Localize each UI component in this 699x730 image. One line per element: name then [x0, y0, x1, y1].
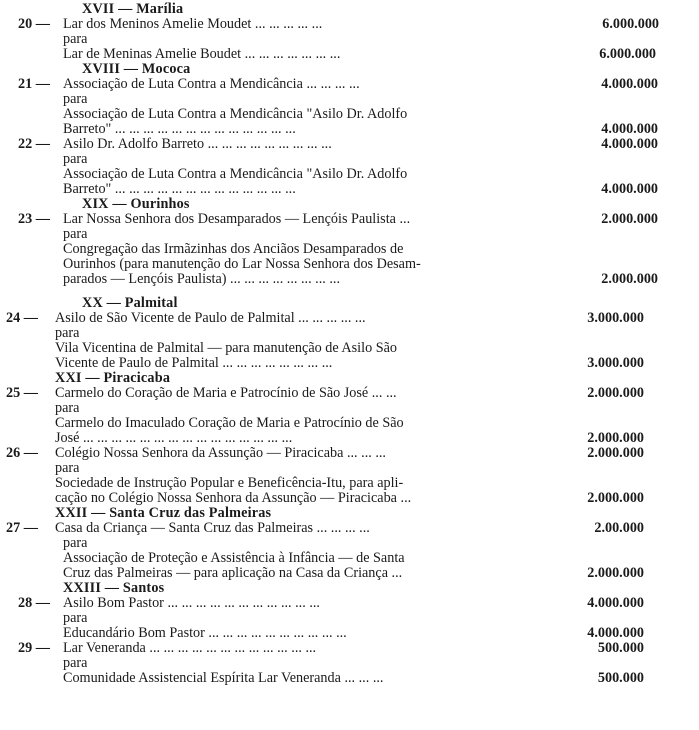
entry-text: Associação de Luta Contra a Mendicância "Asilo Dr. Adolfo: [63, 106, 408, 122]
section-heading-line: [0, 61, 699, 77]
entry-line: [0, 271, 699, 287]
entry-text: Asilo Dr. Adolfo Barreto ... ... ... ... ... ... ... ... ...: [63, 136, 332, 152]
entry-line: [0, 385, 699, 401]
section-heading-line: [0, 1, 699, 17]
entry-amount: 4.000.000: [587, 625, 644, 641]
section-title: XVII — Marília: [82, 1, 184, 17]
entry-line: [0, 595, 699, 611]
entry-amount: 4.000.000: [601, 181, 658, 197]
entry-amount: 4.000.000: [601, 76, 658, 92]
entry-text: Associação de Proteção e Assistência à Infância — de Santa: [63, 550, 405, 566]
entry-line: [0, 355, 699, 371]
entry-text: Barreto" ... ... ... ... ... ... ... ... ... ... ... ... ...: [63, 121, 296, 137]
section-title: XXI — Piracicaba: [55, 370, 171, 386]
entry-text: Comunidade Assistencial Espírita Lar Veneranda ... ... ...: [63, 670, 384, 686]
entry-text: para: [63, 610, 88, 626]
entry-line: [0, 181, 699, 197]
section-heading-line: [0, 580, 699, 596]
entry-number: 26 —: [6, 445, 38, 461]
entry-text: Carmelo do Coração de Maria e Patrocínio de São José ... ...: [55, 385, 397, 401]
section-title: XXIII — Santos: [63, 580, 165, 596]
entry-amount: 4.000.000: [587, 595, 644, 611]
entry-text: Cruz das Palmeiras — para aplicação na Casa da Criança ...: [63, 565, 403, 581]
entry-number: 23 —: [18, 211, 50, 227]
entry-line: [0, 655, 699, 671]
entry-line: [0, 475, 699, 491]
section-heading-line: [0, 196, 699, 212]
entry-line: [0, 121, 699, 137]
entry-text: Casa da Criança — Santa Cruz das Palmeiras ... ... ... ...: [55, 520, 370, 536]
entry-amount: 6.000.000: [602, 16, 659, 32]
entry-text: para: [63, 655, 88, 671]
section-title: XXII — Santa Cruz das Palmeiras: [55, 505, 272, 521]
entry-text: Asilo de São Vicente de Paulo de Palmital ... ... ... ... ...: [55, 310, 366, 326]
section-title: XIX — Ourinhos: [82, 196, 190, 212]
entry-text: Lar dos Meninos Amelie Moudet ... ... ... ... ...: [63, 16, 323, 32]
entry-line: [0, 106, 699, 122]
entry-line: [0, 241, 699, 257]
entry-line: [0, 325, 699, 341]
entry-number: 25 —: [6, 385, 38, 401]
entry-line: [0, 31, 699, 47]
entry-text: para: [55, 460, 80, 476]
section-title: XVIII — Mococa: [82, 61, 191, 77]
entry-amount: 2.00.000: [594, 520, 644, 536]
entry-line: [0, 670, 699, 686]
entry-text: Lar de Meninas Amelie Boudet ... ... ... ... ... ... ...: [63, 46, 341, 62]
entry-line: [0, 445, 699, 461]
entry-line: [0, 340, 699, 356]
entry-number: 27 —: [6, 520, 38, 536]
entry-text: para: [63, 226, 88, 242]
entry-amount: 3.000.000: [587, 310, 644, 326]
entry-line: [0, 226, 699, 242]
entry-text: Congregação das Irmãzinhas dos Anciãos Desamparados de: [63, 241, 404, 257]
entry-text: Vicente de Paulo de Palmital ... ... ... ... ... ... ... ...: [55, 355, 333, 371]
entry-text: cação no Colégio Nossa Senhora da Assunção — Piracicaba ...: [55, 490, 412, 506]
section-heading-line: [0, 295, 699, 311]
entry-text: Barreto" ... ... ... ... ... ... ... ... ... ... ... ... ...: [63, 181, 296, 197]
entry-number: 28 —: [18, 595, 50, 611]
entry-text: para: [55, 400, 80, 416]
entry-amount: 4.000.000: [601, 121, 658, 137]
entry-amount: 2.000.000: [601, 211, 658, 227]
entry-number: 29 —: [18, 640, 50, 656]
entry-line: [0, 490, 699, 506]
entry-line: [0, 46, 699, 62]
entry-text: Ourinhos (para manutenção do Lar Nossa Senhora dos Desam-: [63, 256, 421, 272]
section-title: XX — Palmital: [82, 295, 178, 311]
entry-line: [0, 256, 699, 272]
entry-line: [0, 91, 699, 107]
entry-text: Asilo Bom Pastor ... ... ... ... ... ... ... ... ... ... ...: [63, 595, 320, 611]
entry-line: [0, 415, 699, 431]
entry-line: [0, 151, 699, 167]
entry-line: [0, 640, 699, 656]
entry-text: para: [63, 91, 88, 107]
entry-text: Sociedade de Instrução Popular e Beneficência-Itu, para apli-: [55, 475, 404, 491]
entry-amount: 2.000.000: [587, 445, 644, 461]
entry-amount: 2.000.000: [601, 271, 658, 287]
entry-text: para: [63, 535, 88, 551]
entry-line: [0, 535, 699, 551]
entry-line: [0, 565, 699, 581]
entry-text: Associação de Luta Contra a Mendicância "Asilo Dr. Adolfo: [63, 166, 408, 182]
entry-text: José ... ... ... ... ... ... ... ... ... ... ... ... ... ... ...: [55, 430, 293, 446]
entry-amount: 3.000.000: [587, 355, 644, 371]
entry-line: [0, 211, 699, 227]
entry-line: [0, 550, 699, 566]
entry-text: Colégio Nossa Senhora da Assunção — Piracicaba ... ... ...: [55, 445, 386, 461]
entry-amount: 2.000.000: [587, 565, 644, 581]
entry-amount: 2.000.000: [587, 490, 644, 506]
entry-line: [0, 310, 699, 326]
entry-line: [0, 610, 699, 626]
entry-line: [0, 460, 699, 476]
entry-amount: 500.000: [597, 640, 644, 656]
entry-line: [0, 520, 699, 536]
entry-amount: 6.000.000: [599, 46, 656, 62]
entry-number: 22 —: [18, 136, 50, 152]
section-heading-line: [0, 505, 699, 521]
entry-line: [0, 400, 699, 416]
entry-amount: 2.000.000: [587, 430, 644, 446]
entry-text: Lar Nossa Senhora dos Desamparados — Lençóis Paulista ...: [63, 211, 411, 227]
entry-text: parados — Lençóis Paulista) ... ... ... ... ... ... ... ...: [63, 271, 341, 287]
entry-text: Vila Vicentina de Palmital — para manutenção de Asilo São: [55, 340, 397, 356]
entry-number: 24 —: [6, 310, 38, 326]
entry-line: [0, 76, 699, 92]
entry-text: Educandário Bom Pastor ... ... ... ... ... ... ... ... ... ...: [63, 625, 347, 641]
entry-text: Carmelo do Imaculado Coração de Maria e Patrocínio de São: [55, 415, 404, 431]
entry-line: [0, 430, 699, 446]
entry-number: 21 —: [18, 76, 50, 92]
entry-line: [0, 136, 699, 152]
entry-amount: 4.000.000: [601, 136, 658, 152]
entry-text: Lar Veneranda ... ... ... ... ... ... ... ... ... ... ... ...: [63, 640, 317, 656]
entry-text: para: [55, 325, 80, 341]
entry-line: [0, 625, 699, 641]
entry-amount: 500.000: [597, 670, 644, 686]
entry-text: Associação de Luta Contra a Mendicância ... ... ... ...: [63, 76, 360, 92]
entry-text: para: [63, 31, 88, 47]
entry-amount: 2.000.000: [587, 385, 644, 401]
section-heading-line: [0, 370, 699, 386]
entry-line: [0, 16, 699, 32]
entry-number: 20 —: [18, 16, 50, 32]
entry-line: [0, 166, 699, 182]
entry-text: para: [63, 151, 88, 167]
